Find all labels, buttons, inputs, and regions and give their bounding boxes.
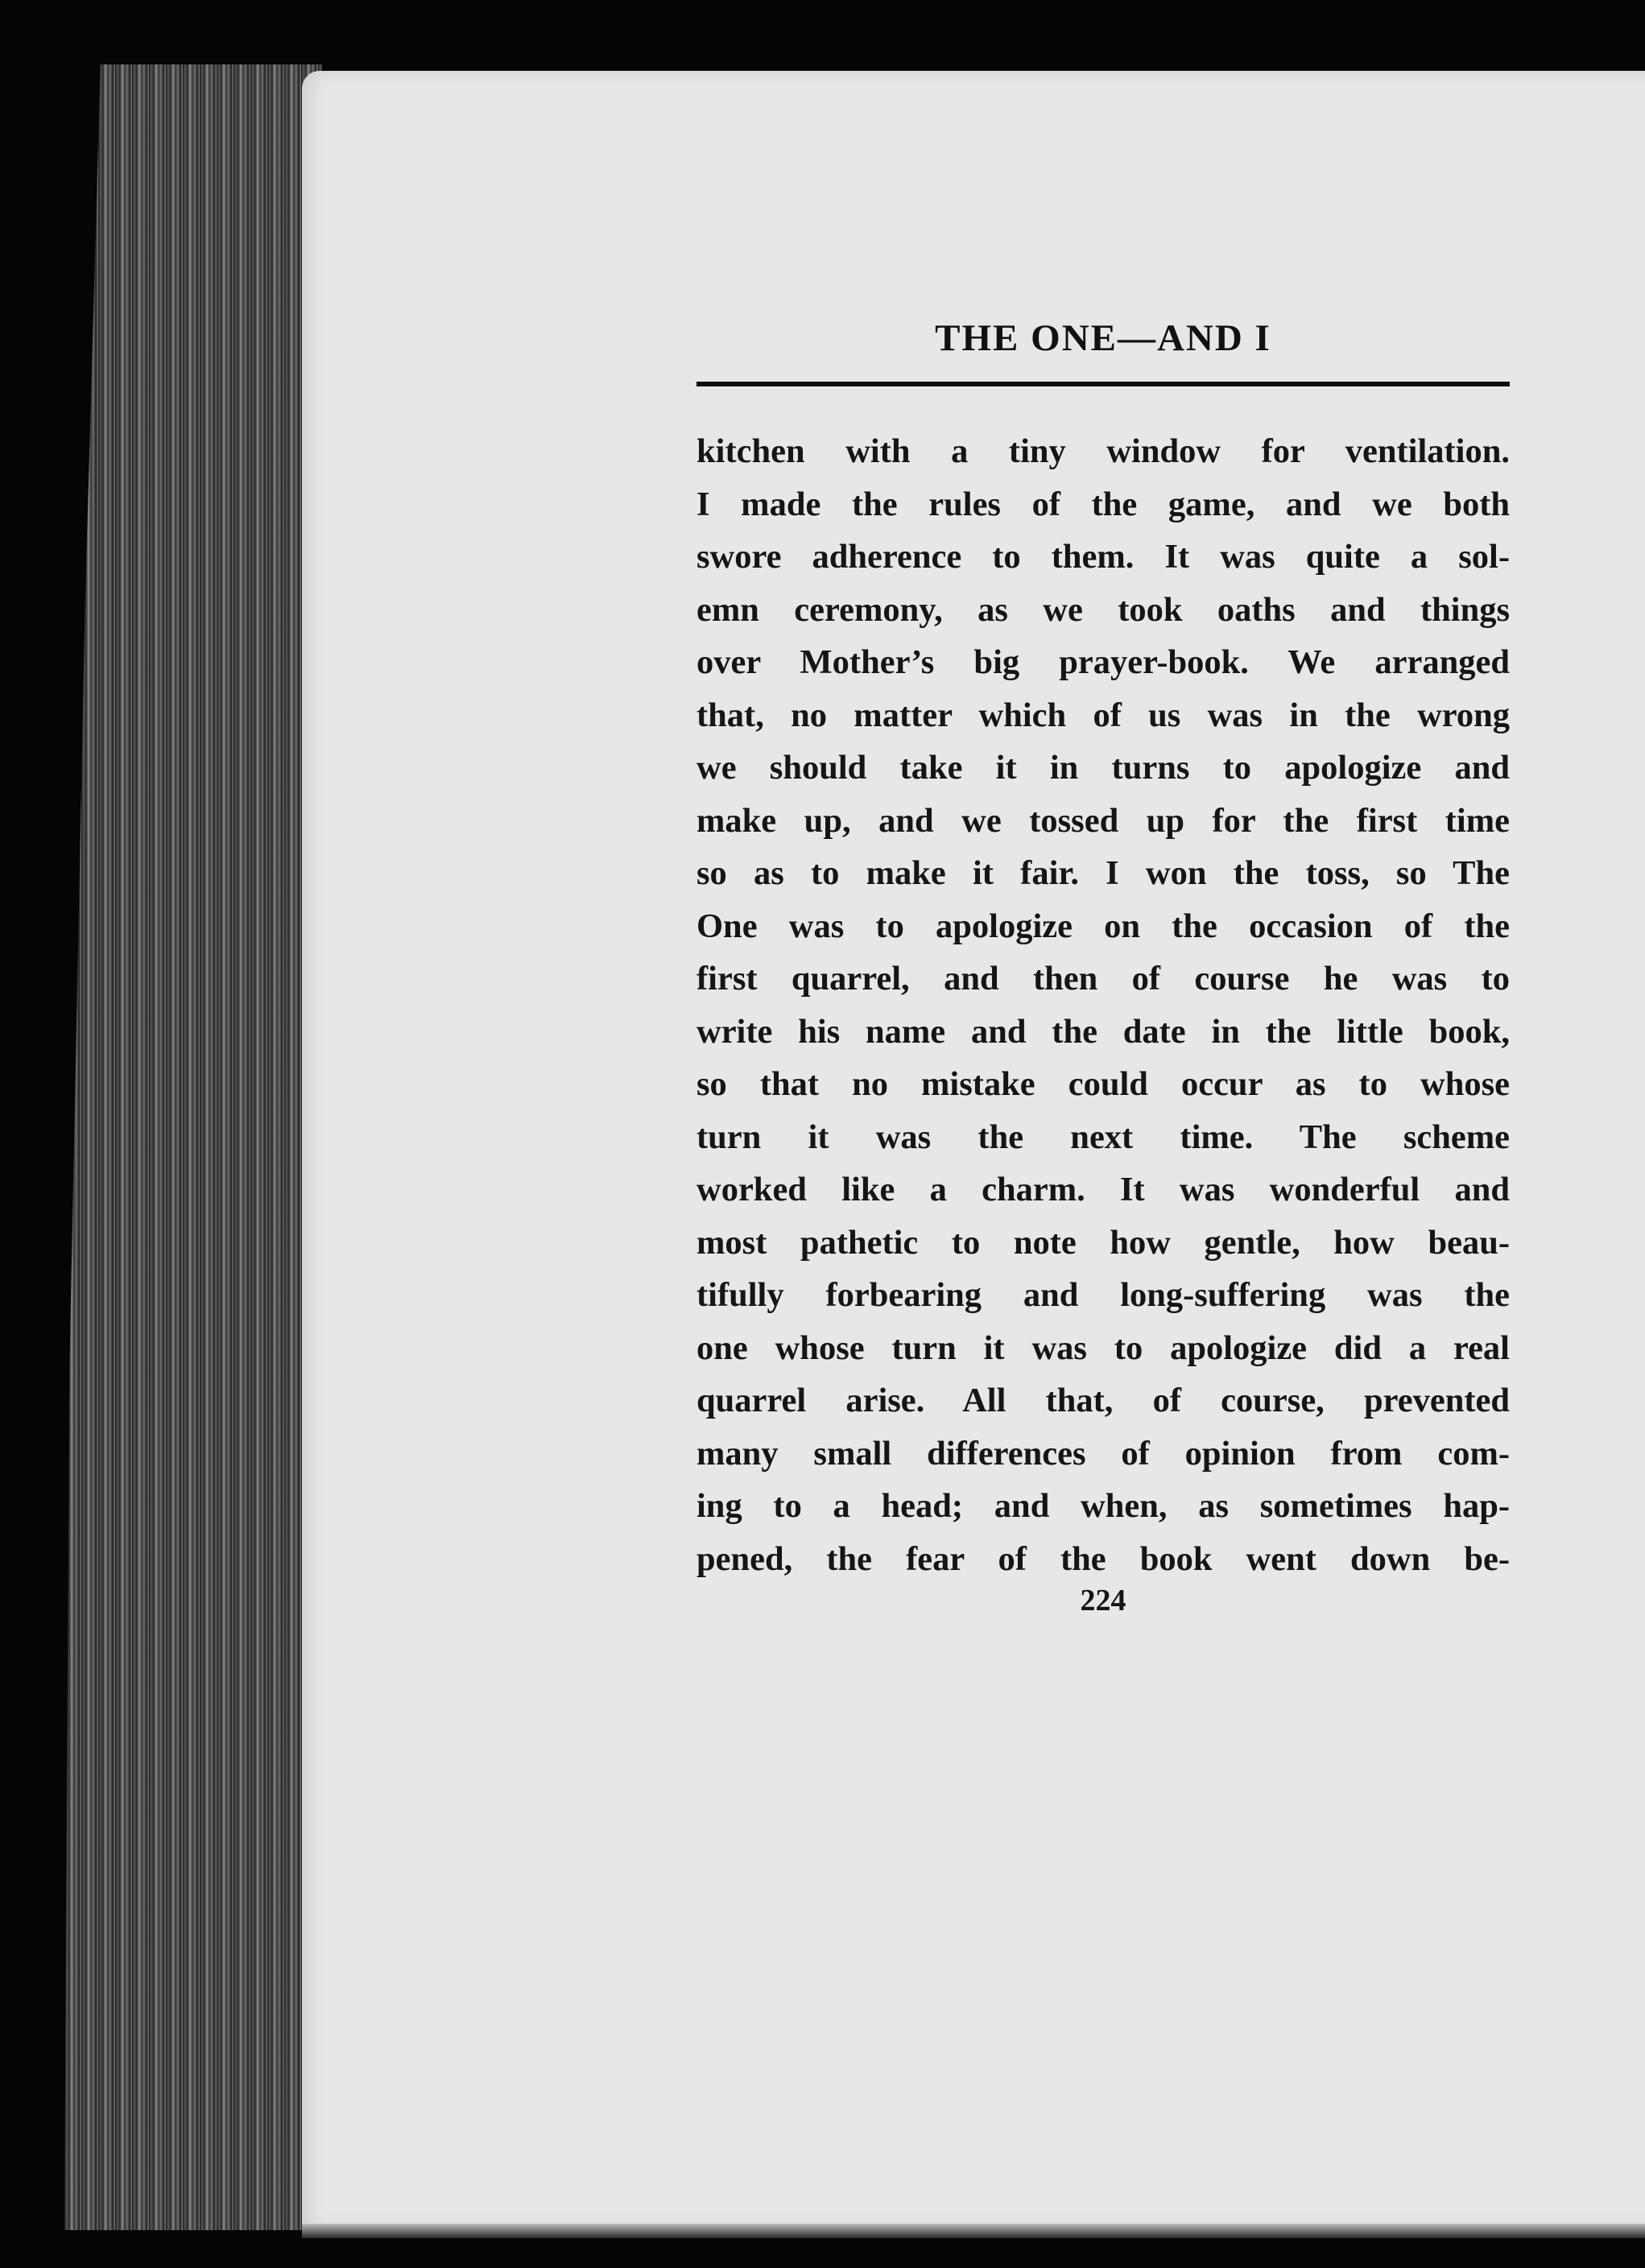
text-line: quarrel arise. All that, of course, prevented: [696, 1382, 1510, 1419]
book-page-edges: [64, 64, 322, 2230]
text-line: first quarrel, and then of course he was to: [696, 960, 1510, 998]
text-line: I made the rules of the game, and we both: [696, 485, 1510, 523]
text-line: that, no matter which of us was in the wrong: [696, 696, 1510, 734]
text-line: write his name and the date in the little book,: [696, 1012, 1510, 1051]
text-line: so that no mistake could occur as to whose: [696, 1065, 1510, 1103]
text-line: make up, and we tossed up for the first time: [696, 801, 1510, 840]
page-number: 224: [1080, 1584, 1126, 1617]
text-line: kitchen with a tiny window for ventilation.: [696, 432, 1510, 470]
text-line: tifully forbearing and long-suffering was the: [696, 1276, 1510, 1314]
text-line: most pathetic to note how gentle, how beau-: [696, 1223, 1510, 1262]
text-line: ing to a head; and when, as sometimes hap-: [696, 1487, 1510, 1525]
text-line: emn ceremony, as we took oaths and things: [696, 590, 1510, 629]
text-line: turn it was the next time. The scheme: [696, 1117, 1510, 1156]
text-line: One was to apologize on the occasion of the: [696, 907, 1510, 945]
text-line: we should take it in turns to apologize and: [696, 749, 1510, 787]
header-rule: [696, 382, 1510, 386]
text-line: pened, the fear of the book went down be-: [696, 1539, 1510, 1578]
text-line: over Mother’s big prayer-book. We arranged: [696, 643, 1510, 681]
text-line: one whose turn it was to apologize did a real: [696, 1328, 1510, 1367]
body-text: [696, 425, 1510, 1585]
text-line: swore adherence to them. It was quite a sol-: [696, 538, 1510, 576]
page-bottom-edge: [302, 2224, 1645, 2238]
text-line: many small differences of opinion from com-: [696, 1434, 1510, 1473]
text-line: so as to make it fair. I won the toss, so The: [696, 854, 1510, 892]
text-line: worked like a charm. It was wonderful and: [696, 1171, 1510, 1208]
running-head: THE ONE—AND I: [935, 317, 1271, 359]
